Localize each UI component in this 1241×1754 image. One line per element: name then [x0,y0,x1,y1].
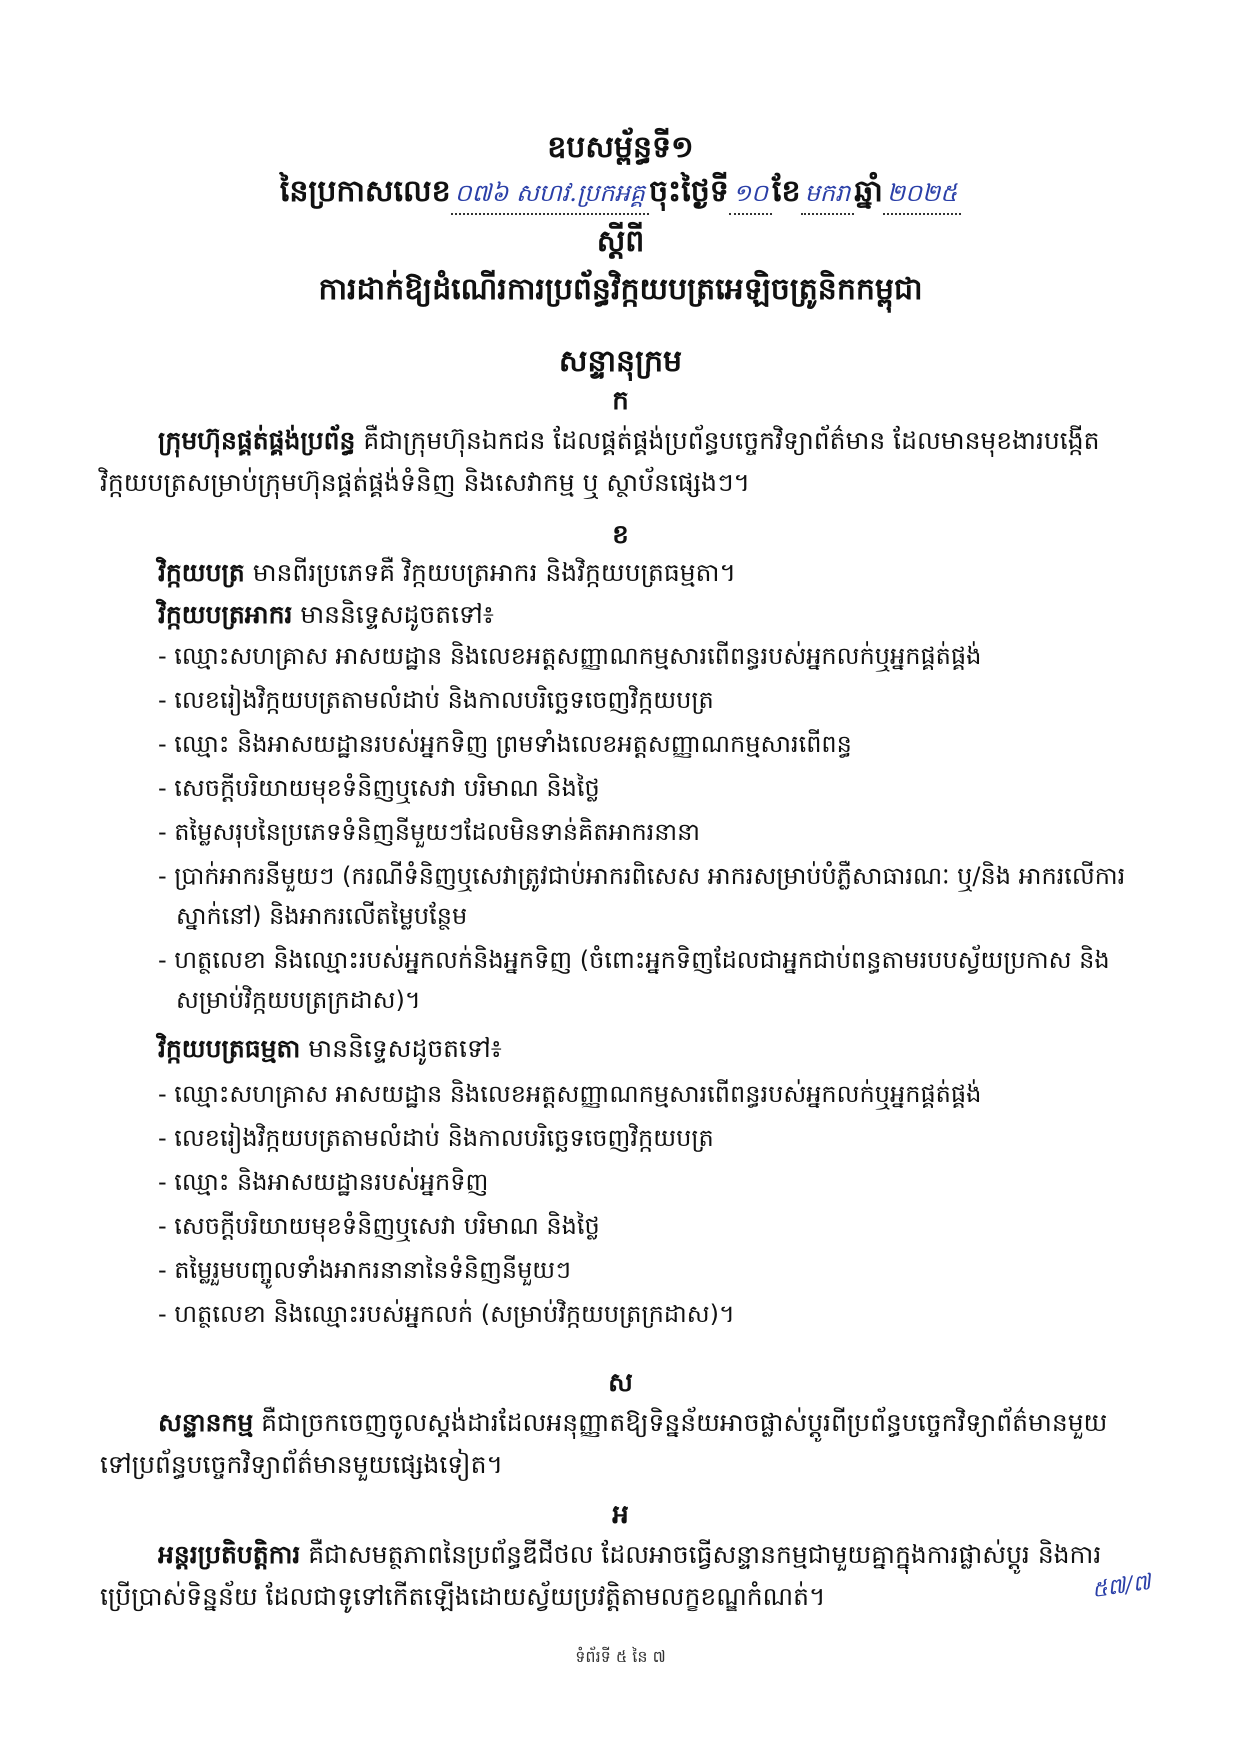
entry-interface [100,1402,1110,1486]
normal-invoice-item: - ឈ្មោះសហគ្រាស អាសយដ្ឋាន និងលេខអត្តសញ្ញាណកម្មសារពើពន្ធរបស់អ្នកលក់ឬអ្នកផ្គត់ផ្គង់ [158,1080,982,1108]
definition-interface: គឺជាច្រកចេញចូលស្តង់ដារដែលអនុញ្ញាតឱ្យទិន្នន័យអាចផ្លាស់ប្ដូរពីប្រព័ន្ធបច្ចេកវិទ្យាព័ត៌មានមួយ ទៅប្រព័ន្ធបច្ចេកវិទ្យាព័ត៌មានមួយផ្សេងទៀត។ [100,1408,1108,1479]
term-normal-invoice: វិក្កយបត្រធម្មតា [158,1034,301,1063]
about-label: ស្ដីពី [596,224,645,259]
term-system-supplier: ក្រុមហ៊ុនផ្គត់ផ្គង់ប្រព័ន្ធ [158,426,356,455]
definition-invoice: មានពីរប្រភេទគឺ វិក្កយបត្រអាករ និងវិក្កយបត្រធម្មតា។ [252,558,736,587]
definition-system-supplier: គឺជាក្រុមហ៊ុនឯកជន ដែលផ្គត់ផ្គង់ប្រព័ន្ធបច្ចេកវិទ្យាព័ត៌មាន ដែលមានមុខងារបង្កើតវិក្កយបត្រសម្រាប់ក្រុមហ៊ុនផ្គត់ផ្គង់ទំនិញ និងសេវាកម្ម ឬ ស្ថាប័នផ្សេងៗ។ [100,426,1100,497]
day-field: ១០ [729,178,772,215]
normal-invoice-intro: មាននិទ្ទេសដូចតទៅ៖ [308,1034,502,1063]
tax-invoice-item: - លេខរៀងវិក្កយបត្រតាមលំដាប់ និងកាលបរិច្ឆេទចេញវិក្កយបត្រ [158,686,714,714]
term-interface: សន្ទានកម្ម [158,1408,254,1437]
term-interoperability: អន្តរប្រតិបត្តិការ [158,1540,301,1569]
tax-invoice-item: - សេចក្ដីបរិយាយមុខទំនិញឬសេវា បរិមាណ និងថ្លៃ [158,774,600,802]
tax-invoice-item: - ឈ្មោះ និងអាសយដ្ឋានរបស់អ្នកទិញ ព្រមទាំងលេខអត្តសញ្ញាណកម្មសារពើពន្ធ [158,730,852,758]
entry-interoperability [100,1534,1110,1618]
proclamation-prefix: នៃប្រកាសលេខ [279,174,451,209]
tax-invoice-item: - ឈ្មោះសហគ្រាស អាសយដ្ឋាន និងលេខអត្តសញ្ញាណកម្មសារពើពន្ធរបស់អ្នកលក់ឬអ្នកផ្គត់ផ្គង់ [158,642,982,670]
glossary-title: សន្ទានុក្រម [558,344,683,379]
normal-invoice-item: - ឈ្មោះ និងអាសយដ្ឋានរបស់អ្នកទិញ [158,1168,489,1196]
term-tax-invoice: វិក្កយបត្រអាករ [158,600,293,629]
tax-invoice-heading [158,594,1118,636]
normal-invoice-item: - តម្លៃរួមបញ្ចូលទាំងអាករនានានៃទំនិញនីមួយៗ [158,1256,571,1284]
document-subject: ការដាក់ឱ្យដំណើរការប្រព័ន្ធវិក្កយបត្រអេឡិចត្រូនិកកម្ពុជា [318,272,923,307]
date-label: ចុះថ្ងៃទី [648,174,729,209]
year-field: ២០២៥ [883,178,961,215]
normal-invoice-item: - លេខរៀងវិក្កយបត្រតាមលំដាប់ និងកាលបរិច្ឆេទចេញវិក្កយបត្រ [158,1124,714,1152]
tax-invoice-intro: មាននិទ្ទេសដូចតទៅ៖ [300,600,494,629]
definition-interoperability: គឺជាសមត្ថភាពនៃប្រព័ន្ធឌីជីថល ដែលអាចធ្វើសន្ទានកម្មជាមួយគ្នាក្នុងការផ្លាស់ប្ដូរ និងការប្រើប្រាស់ទិន្នន័យ ដែលជាទូទៅកើតឡើងដោយស្វ័យប្រវត្តិតាមលក្ខខណ្ឌកំណត់។ [100,1540,1102,1611]
normal-invoice-item: - សេចក្ដីបរិយាយមុខទំនិញឬសេវា បរិមាណ និងថ្លៃ [158,1212,600,1240]
entry-letter-ka: ក [612,386,629,416]
normal-invoice-heading [158,1028,1118,1070]
entry-system-supplier [100,420,1110,504]
year-label: ឆ្នាំ [854,174,883,209]
annex-title: ឧបសម្ព័ន្ធទី១ [547,130,694,165]
entry-letter-kha: ខ [612,520,629,550]
tax-invoice-item: - ប្រាក់អាករនីមួយៗ (ករណីទំនិញឬសេវាត្រូវជាប់អាករពិសេស អាករសម្រាប់បំភ្លឺសាធារណៈ ឬ/និង អាករលើការស្នាក់នៅ) និងអាករលើតម្លៃបន្ថែម [158,862,1126,930]
entry-invoice-intro [158,552,1118,594]
month-label: ខែ [771,174,801,209]
handwritten-page-mark: ៥៧/៧ [1090,1570,1153,1604]
proclamation-reference-line [0,172,1241,216]
page-number: ទំព័រទី ៥ នៃ ៧ [575,1647,666,1666]
normal-invoice-item: - ហត្ថលេខា និងឈ្មោះរបស់អ្នកលក់ (សម្រាប់វិក្កយបត្រក្រដាស)។ [158,1300,735,1328]
tax-invoice-item: - តម្លៃសរុបនៃប្រភេទទំនិញនីមួយៗដែលមិនទាន់គិតអាករនានា [158,818,700,846]
term-invoice: វិក្កយបត្រ [158,558,245,587]
tax-invoice-item: - ហត្ថលេខា និងឈ្មោះរបស់អ្នកលក់និងអ្នកទិញ (ចំពោះអ្នកទិញដែលជាអ្នកជាប់ពន្ធតាមរបបស្វ័យប្រកាស និងសម្រាប់វិក្កយបត្រក្រដាស)។ [158,946,1110,1014]
entry-letter-sa: ស [608,1368,633,1398]
entry-letter-a: អ [612,1500,629,1530]
month-field: មករា [801,178,855,215]
proclamation-number-field: ០៧៦ សហវ.ប្រកអគ្គ [451,178,649,215]
